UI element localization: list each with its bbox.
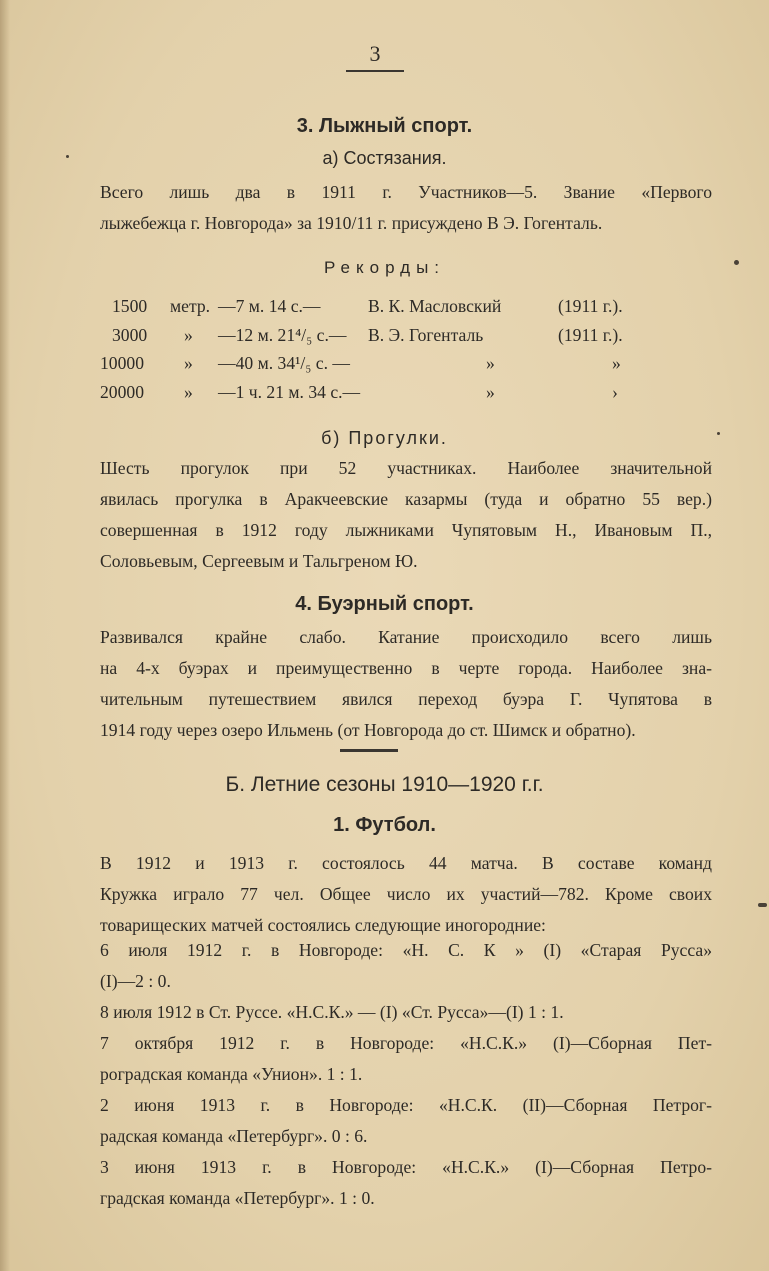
record-time: —40 м. 34¹/₅ с. — — [218, 353, 351, 373]
records-title: Рекорды: — [323, 258, 446, 277]
paragraph-line: на 4-х буэрах и преимущественно в черте города. Наиболее зна- — [100, 658, 712, 678]
paragraph-line: лыжебежца г. Новгорода» за 1910/11 г. присуждено В Э. Гогенталь. — [100, 213, 603, 233]
section-divider — [340, 749, 398, 752]
record-time: —7 м. 14 с.— — [218, 296, 321, 316]
page-number-rule — [346, 70, 404, 72]
record-unit: » — [184, 353, 193, 373]
record-holder: В. К. Масловский — [368, 296, 502, 316]
ski-competitions-paragraph — [100, 177, 712, 239]
paragraph-line: явилась прогулка в Аракчеевские казармы (туда и обратно 55 вер.) — [100, 489, 712, 509]
record-year: » — [612, 353, 621, 373]
record-unit: » — [184, 325, 193, 345]
record-year: (1911 г.). — [558, 325, 623, 345]
record-holder: В. Э. Гогенталь — [368, 325, 484, 345]
record-holder: » — [486, 353, 495, 373]
record-distance: 1500 — [112, 296, 148, 316]
paragraph-line: В 1912 и 1913 г. состоялось 44 матча. В составе команд — [100, 853, 712, 873]
paragraph-line: 1914 году через озеро Ильмень (от Новгорода до ст. Шимск и обратно). — [100, 720, 636, 740]
paper-speck — [717, 432, 720, 435]
record-row — [100, 349, 712, 377]
record-distance: 10000 — [100, 353, 144, 373]
record-year: › — [612, 382, 618, 402]
match-line: 8 июля 1912 в Ст. Руссе. «Н.С.К.» — (I) «Ст. Русса»—(I) 1 : 1. — [100, 1002, 564, 1022]
record-row — [100, 378, 712, 406]
match-line: 2 июня 1913 г. в Новгороде: «Н.С.К. (II)—Сборная Петрог- — [100, 1095, 712, 1115]
record-distance: 3000 — [112, 325, 148, 345]
paragraph-line: Кружка играло 77 чел. Общее число их участий—782. Кроме своих — [100, 884, 712, 904]
paragraph-line: совершенная в 1912 году лыжниками Чупятовым Н., Ивановым П., — [100, 520, 712, 540]
section-title-football: 1. Футбол. — [333, 814, 436, 836]
page-number: 3 — [369, 41, 381, 66]
record-holder: » — [486, 382, 495, 402]
paragraph-line: Развивался крайне слабо. Катание происходило всего лишь — [100, 627, 712, 647]
match-line: роградская команда «Унион». 1 : 1. — [100, 1064, 363, 1084]
page-spine-shadow — [0, 0, 10, 1271]
paragraph-line: Всего лишь два в 1911 г. Участников—5. Звание «Первого — [100, 182, 712, 202]
paper-speck — [734, 260, 739, 265]
record-distance: 20000 — [100, 382, 144, 402]
iceboat-paragraph — [100, 622, 712, 746]
paragraph-line: чительным путешествием явился переход буэра Г. Чупятова в — [100, 689, 712, 709]
section-title-summer: Б. Летние сезоны 1910—1920 г.г. — [225, 773, 544, 796]
match-line: градская команда «Петербург». 1 : 0. — [100, 1188, 375, 1208]
record-row — [100, 321, 712, 349]
paragraph-line: Соловьевым, Сергеевым и Тальгреном Ю. — [100, 551, 418, 571]
subsection-title-competitions: а) Состязания. — [322, 148, 447, 168]
paragraph-line: товарищеских матчей состоялись следующие иногородние: — [100, 915, 546, 935]
record-unit: » — [184, 382, 193, 402]
paragraph-line: Шесть прогулок при 52 участниках. Наиболее значительной — [100, 458, 712, 478]
match-line: (I)—2 : 0. — [100, 971, 171, 991]
match-line: радская команда «Петербург». 0 : 6. — [100, 1126, 368, 1146]
match-list — [100, 935, 712, 1214]
match-line: 7 октября 1912 г. в Новгороде: «Н.С.К.» (I)—Сборная Пет- — [100, 1033, 712, 1053]
football-paragraph — [100, 848, 712, 941]
section-title-ski: 3. Лыжный спорт. — [296, 115, 473, 137]
record-year: (1911 г.). — [558, 296, 623, 316]
paper-speck — [66, 155, 69, 158]
subsection-title-walks: б) Прогулки. — [321, 428, 448, 448]
match-line: 6 июля 1912 г. в Новгороде: «Н. С. К » (I) «Старая Русса» — [100, 940, 712, 960]
match-line: 3 июня 1913 г. в Новгороде: «Н.С.К.» (I)—Сборная Петро- — [100, 1157, 712, 1177]
paper-speck — [758, 903, 767, 907]
record-row — [100, 292, 712, 320]
record-time: —12 м. 21⁴/₅ с.— — [218, 325, 347, 345]
record-time: —1 ч. 21 м. 34 с.— — [218, 382, 361, 402]
section-title-iceboat: 4. Буэрный спорт. — [295, 593, 474, 615]
record-unit: метр. — [170, 296, 211, 316]
ski-walks-paragraph — [100, 453, 712, 577]
